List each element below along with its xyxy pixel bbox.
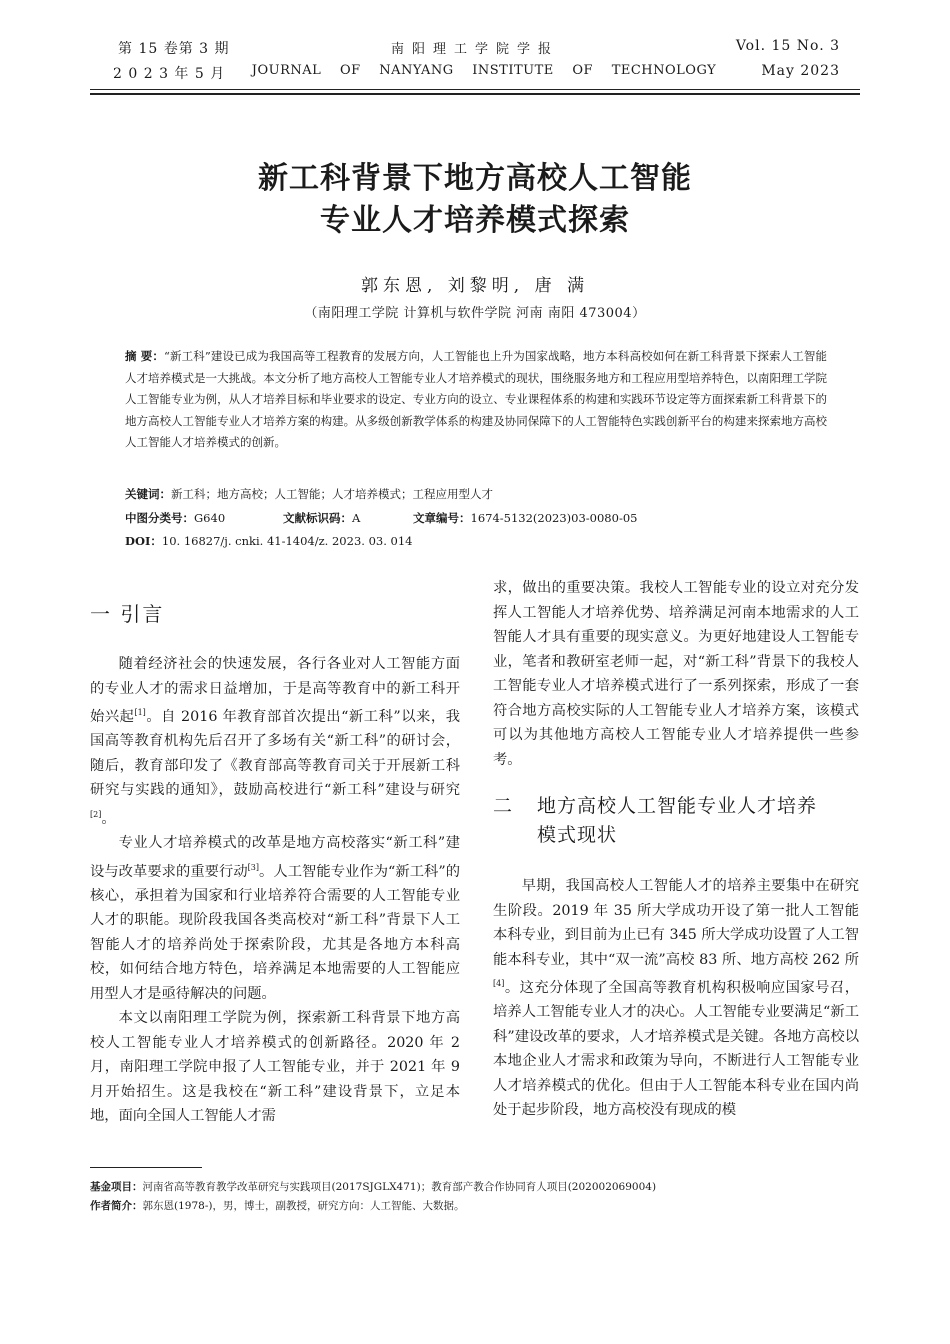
article-number-label: 文章编号：: [413, 511, 471, 525]
volume-issue-en: Vol. 15 No. 3: [735, 38, 840, 54]
abstract: [125, 346, 827, 454]
section-2-heading-line-1: 地方高校人工智能专业人才培养: [537, 795, 818, 817]
clc-label: 中图分类号：: [125, 511, 194, 525]
doi[interactable]: [125, 533, 412, 549]
document-code: [283, 510, 360, 526]
author-bio-note: [90, 1198, 464, 1213]
document-code-value: A: [352, 511, 361, 525]
left-column: [90, 652, 460, 1129]
section-1-heading: 一 引言: [90, 602, 165, 626]
funding-label: 基金项目：: [90, 1181, 143, 1193]
article-number: [413, 510, 637, 526]
keywords: [125, 486, 493, 502]
paragraph-continued: 求，做出的重要决策。我校人工智能专业的设立对充分发挥人工智能人才培养优势、培养满足河南本地需求的人工智能人才具有重要的现实意义。为更好地建设人工智能专业，笔者和教研室老师一起，对“新工科”背景下的我校人工智能专业人才培养模式进行了一系列探索，形成了一套符合地方高校实际的人工智能专业人才培养方案，该模式可以为其他地方高校人工智能专业人才培养提供一些参考。: [493, 580, 859, 768]
authors: 郭东恩, 刘黎明, 唐 满: [360, 276, 590, 296]
citation-ref[interactable]: [1]: [134, 708, 146, 717]
header-rule-thick: [90, 93, 860, 95]
date-cn: 2 0 2 3 年 5 月: [113, 66, 226, 82]
article-title-line-2: 专业人才培养模式探索: [320, 203, 630, 238]
right-column-bottom: [493, 874, 859, 1123]
citation-ref[interactable]: [2]: [90, 809, 102, 819]
journal-name-en: JOURNAL OF NANYANG INSTITUTE OF TECHNOLOGY: [251, 63, 717, 78]
journal-name-cn: 南阳理工学院学报: [390, 42, 559, 57]
document-code-label: 文献标识码：: [283, 511, 352, 525]
abstract-text: “新工科”建设已成为我国高等工程教育的发展方向，人工智能也上升为国家战略，地方本科高校如何在新工科背景下探索人工智能人才培养模式是一大挑战。本文分析了地方高校人工智能专业人才培养模式的现状，围绕服务地方和工程应用型培养特色，以南阳理工学院人工智能专业为例，从人才培养目标和毕业要求的设定、专业方向的设立、专业课程体系的构建和实践环节设定等方面探索新工科背景下的地方高校人工智能专业人才培养方案的构建。从多级创新教学体系的构建及协同保障下的人工智能特色实践创新平台的构建来探索地方高校人工智能人才培养模式的创新。: [125, 349, 827, 449]
funding-text: 河南省高等教育教学改革研究与实践项目(2017SJGLX471)；教育部产教合作协同育人项目(202002069004): [142, 1181, 657, 1193]
footnote-rule: [90, 1167, 202, 1168]
article-title-line-1: 新工科背景下地方高校人工智能: [258, 161, 692, 196]
abstract-label: 摘 要：: [125, 349, 165, 363]
section-2-heading-line-2: 模式现状: [537, 824, 618, 846]
funding-note: [90, 1179, 656, 1194]
author-bio-label: 作者简介：: [90, 1200, 143, 1212]
article-number-value: 1674-5132(2023)03-0080-05: [470, 511, 638, 525]
paragraph: 专业人才培养模式的改革是地方高校落实“新工科”建设与改革要求的重要行动[3]。人工智能专业作为“新工科”的核心，承担着为国家和行业培养符合需要的人工智能专业人才的职能。现阶段我国各类高校对“新工科”背景下人工智能人才的培养尚处于探索阶段，尤其是各地方本科高校，如何结合地方特色，培养满足本地需要的人工智能应用型人才是亟待解决的问题。: [90, 835, 460, 1002]
affiliation: （南阳理工学院 计算机与软件学院 河南 南阳 473004）: [304, 306, 646, 321]
keywords-label: 关键词：: [125, 487, 171, 501]
section-2-number: 二: [493, 795, 514, 817]
paragraph: 本文以南阳理工学院为例，探索新工科背景下地方高校人工智能专业人才培养模式的创新路径。2020 年 2 月，南阳理工学院申报了人工智能专业，并于 2021 年 9 月开始招生。这是我校在“新工科”建设背景下，立足本地，面向全国人工智能人才需: [90, 1010, 460, 1125]
volume-issue-cn: 第 15 卷第 3 期: [118, 41, 230, 57]
citation-ref[interactable]: [3]: [247, 862, 259, 872]
paragraph: 早期，我国高校人工智能人才的培养主要集中在研究生阶段。2019 年 35 所大学成功开设了第一批人工智能本科专业，到目前为止已有 345 所大学成功设置了人工智能本科专业，其中“双一流”高校 83 所、地方高校 262 所[4]。这充分体现了全国高等教育机构积极响应国家号召，培养人工智能专业人才的决心。人工智能专业要满足“新工科”建设改革的要求，人才培养模式是关键。各地方高校以本地企业人才需求和政策为导向，不断进行人工智能专业人才培养模式的优化。但由于人工智能本科专业在国内尚处于起步阶段，地方高校没有现成的模: [493, 878, 859, 1119]
doi-value[interactable]: 10. 16827/j. cnki. 41-1404/z. 2023. 03. 014: [161, 534, 413, 548]
clc-value: G640: [194, 511, 226, 525]
header-rule-thin: [90, 89, 860, 90]
right-column-top: [493, 576, 859, 772]
keywords-text: 新工科；地方高校；人工智能；人才培养模式；工程应用型人才: [171, 487, 493, 501]
citation-ref[interactable]: [4]: [493, 979, 505, 988]
paragraph: 随着经济社会的快速发展，各行各业对人工智能方面的专业人才的需求日益增加，于是高等教育中的新工科开始兴起[1]。自 2016 年教育部首次提出“新工科”以来，我国高等教育机构先后召开了多场有关“新工科”的研讨会，随后，教育部印发了《教育部高等教育司关于开展新工科研究与实践的通知》，鼓励高校进行“新工科”建设与研究[2]。: [90, 656, 460, 827]
clc-number: [125, 510, 225, 526]
author-bio-text: 郭东恩(1978-)，男，博士，副教授，研究方向：人工智能、大数据。: [142, 1200, 465, 1212]
doi-label: DOI：: [125, 534, 162, 548]
date-en: May 2023: [761, 63, 840, 79]
